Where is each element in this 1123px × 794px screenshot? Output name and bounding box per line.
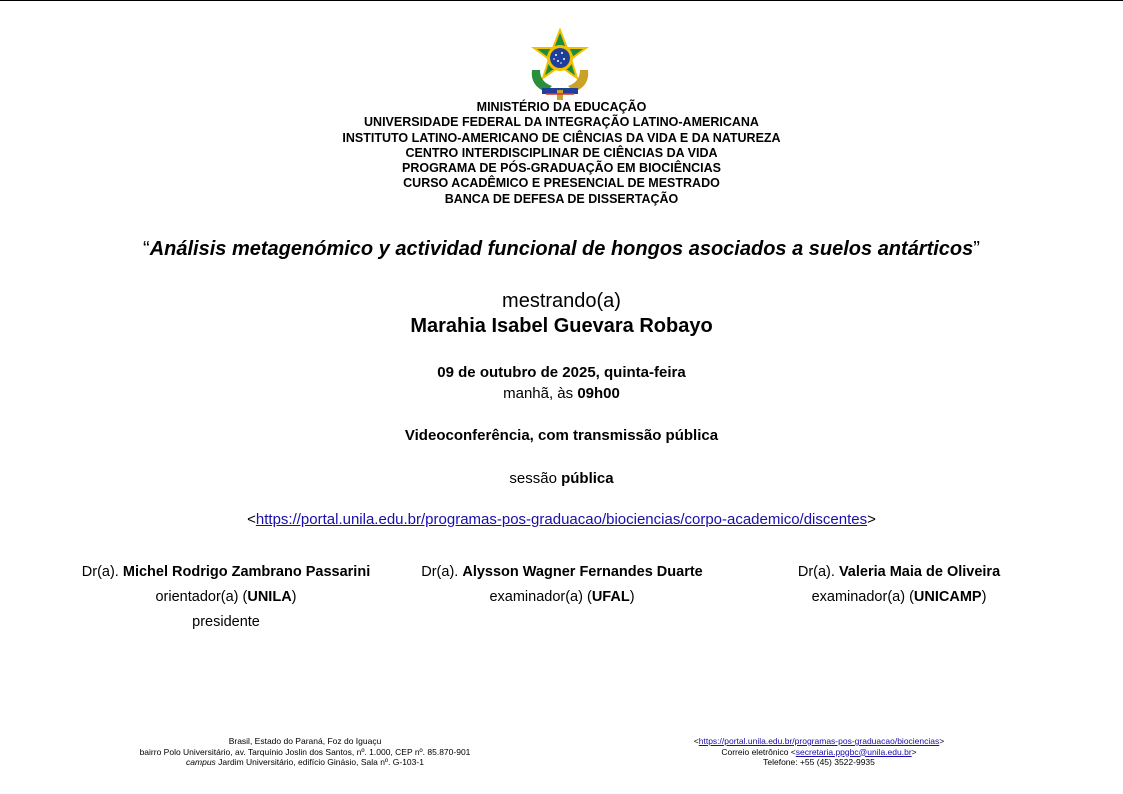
committee-member-examiner-2 — [729, 560, 1069, 610]
footer-url-open: < — [693, 736, 699, 746]
session-type — [0, 470, 1123, 487]
header-line-institute: INSTITUTO LATINO-AMERICANO DE CIÊNCIAS DA VIDA E DA NATUREZA — [342, 130, 781, 145]
member-role: orientador(a) — [155, 589, 239, 605]
header-line-center: CENTRO INTERDISCIPLINAR DE CIÊNCIAS DA VIDA — [405, 145, 718, 160]
header-line-ministry: MINISTÉRIO DA EDUCAÇÃO — [476, 100, 647, 114]
student-role: mestrando(a) — [502, 290, 621, 312]
transmission-link[interactable]: https://portal.unila.edu.br/programas-pos-graduacao/biociencias/corpo-academico/discentes — [255, 511, 868, 528]
member-role: examinador(a) — [811, 589, 906, 605]
footer-address-line-3 — [105, 757, 505, 768]
member-role-line: orientador(a) (UNILA) — [155, 589, 297, 605]
member-name: Michel Rodrigo Zambrano Passarini — [122, 564, 371, 580]
header-line-program: PROGRAMA DE PÓS-GRADUAÇÃO EM BIOCIÊNCIAS — [402, 161, 721, 176]
footer-address-line-2: bairro Polo Universitário, av. Tarquínio Joslin dos Santos, nº. 1.000, CEP nº. 85.870-901 — [139, 746, 471, 757]
member-institution: UFAL — [591, 589, 630, 605]
thesis-title — [0, 238, 1123, 261]
header-line-course: CURSO ACADÊMICO E PRESENCIAL DE MESTRADO — [403, 176, 720, 191]
footer-email-label: Correio eletrônico < — [721, 746, 796, 757]
title-text: Análisis metagenómico y actividad funcional de hongos asociados a suelos antárticos — [149, 238, 974, 260]
footer-url-line — [619, 736, 1019, 747]
footer-campus-word: campus — [186, 757, 216, 767]
top-border-line — [0, 0, 1123, 1]
link-close-bracket: > — [867, 511, 876, 528]
member-institution: UNICAMP — [913, 589, 982, 605]
committee-member-examiner-1 — [392, 560, 732, 610]
member-name: Valeria Maia de Oliveira — [838, 564, 1001, 580]
header-line-university: UNIVERSIDADE FEDERAL DA INTEGRAÇÃO LATINO-AMERICANA — [364, 115, 759, 130]
member-title: Dr(a). — [421, 564, 459, 580]
member-role-line: examinador(a) (UNICAMP) — [811, 589, 987, 605]
member-extra: presidente — [192, 614, 260, 630]
session-prefix: sessão — [509, 470, 557, 487]
footer-phone: Telefone: +55 (45) 3522-9935 — [763, 757, 875, 767]
session-value: pública — [561, 470, 614, 487]
member-title: Dr(a). — [81, 564, 119, 580]
member-name-line — [56, 560, 396, 585]
footer-program-link[interactable]: https://portal.unila.edu.br/programas-pos-graduacao/biociencias — [698, 736, 940, 746]
title-open-quote: “ — [143, 238, 150, 260]
defense-date: 09 de outubro de 2025, quinta-feira — [437, 364, 686, 381]
member-institution: UNILA — [247, 589, 292, 605]
footer-address — [105, 736, 505, 768]
institution-header — [0, 100, 1123, 207]
title-close-quote: ” — [973, 238, 980, 260]
member-role: examinador(a) — [489, 589, 583, 605]
transmission-link-line — [0, 511, 1123, 528]
member-title: Dr(a). — [797, 564, 835, 580]
brazil-coat-of-arms-icon — [526, 28, 594, 100]
member-name-line — [729, 560, 1069, 585]
footer-email-line — [619, 747, 1019, 758]
footer-campus-rest: Jardim Universitário, edifício Ginásio, Sala nº. G-103-1 — [218, 757, 424, 767]
time-period: manhã, às — [503, 385, 574, 402]
member-role-line: examinador(a) (UFAL) — [489, 589, 635, 605]
student-name: Marahia Isabel Guevara Robayo — [410, 315, 713, 337]
header-line-committee: BANCA DE DEFESA DE DISSERTAÇÃO — [444, 191, 679, 206]
footer-url-close: > — [939, 736, 945, 746]
footer-email-close: > — [911, 746, 917, 757]
committee-member-president — [56, 560, 396, 635]
member-name-line — [392, 560, 732, 585]
footer-contact — [619, 736, 1019, 768]
footer-address-line-1: Brasil, Estado do Paraná, Foz do Iguaçu — [228, 736, 382, 746]
defense-time — [0, 385, 1123, 402]
link-open-bracket: < — [247, 511, 256, 528]
footer-email-link[interactable]: secretaria.ppgbc@unila.edu.br — [795, 746, 912, 757]
time-value: 09h00 — [577, 385, 620, 402]
defense-venue: Videoconferência, com transmissão pública — [404, 427, 719, 444]
member-name: Alysson Wagner Fernandes Duarte — [462, 564, 703, 580]
